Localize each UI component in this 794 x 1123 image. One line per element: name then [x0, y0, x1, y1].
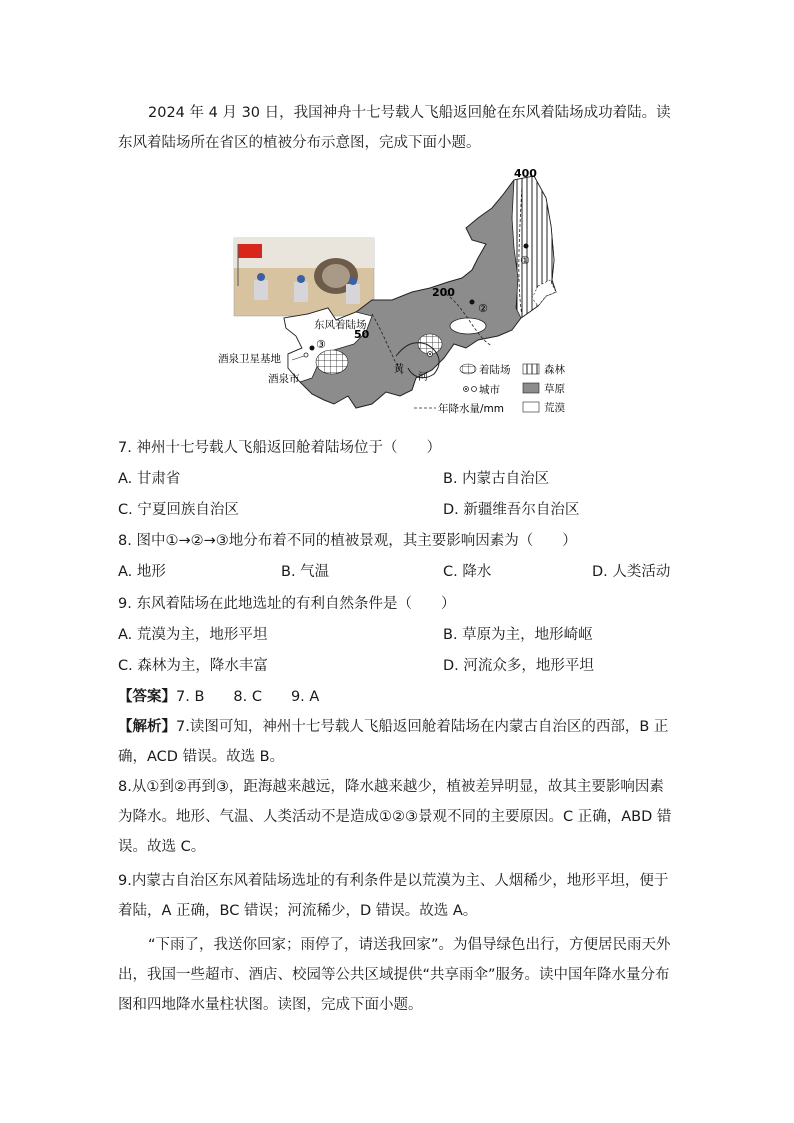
legend-city: 城市: [479, 384, 500, 396]
flag-icon: [238, 244, 262, 258]
legend-grass: 草原: [544, 383, 565, 395]
q7-option-d: D. 新疆维吾尔自治区: [443, 502, 580, 518]
q9-option-b: B. 草原为主，地形崎岖: [443, 627, 593, 643]
forest-legend-icon: [523, 364, 539, 374]
grass-legend-icon: [523, 383, 539, 393]
q9-option-c: C. 森林为主，降水丰富: [118, 658, 268, 674]
marker-2-dot: [470, 300, 475, 305]
intro-paragraph-2: “下雨了，我送你回家；雨停了，请送我回家”。为倡导绿色出行，方便居民雨天外出，我国一些超市、酒店、校园等公共区域提供“共享雨伞”服务。读中国年降水量分布图和四地降水量柱状图。读图，完成下面小题。: [118, 937, 671, 1013]
answer-text: 7. B 8. C 9. A: [176, 689, 320, 705]
marker-2-label: ②: [478, 302, 488, 315]
jiuquan-city-label: 酒泉市: [268, 373, 300, 385]
legend-landing: 着陆场: [479, 364, 511, 376]
isoline-label-200: 200: [432, 286, 455, 299]
q7-option-a: A. 甘肃省: [118, 471, 181, 487]
vegetation-map: [216, 168, 596, 420]
marker-1-dot: [524, 244, 529, 249]
legend-precip: 年降水量/mm: [438, 403, 504, 415]
river-label-huang: 黄: [394, 364, 404, 375]
analysis-7-text: 7.读图可知，神州十七号载人飞船返回舱着陆场在内蒙古自治区的西部，B 正确，ACD 错误。故选 B。: [118, 719, 669, 765]
analysis-8: 8.从①到②再到③，距海越来越远，降水越来越少，植被差异明显，故其主要影响因素为降水。地形、气温、人类活动不是造成①②③景观不同的主要原因。C 正确，ABD 错误。故选 C。: [118, 779, 672, 855]
q7-option-c: C. 宁夏回族自治区: [118, 502, 239, 518]
q8-stem: 8. 图中①→②→③地分布着不同的植被景观，其主要影响因素为（ ）: [118, 533, 577, 549]
landing-legend-icon: [460, 364, 476, 374]
answer-tag: 【答案】: [118, 689, 176, 705]
vegetation-map-figure: [216, 168, 596, 420]
intro-paragraph: 2024 年 4 月 30 日，我国神舟十七号载人飞船返回舱在东风着陆场成功着陆。读东风着陆场所在省区的植被分布示意图，完成下面小题。: [118, 105, 671, 151]
q7-option-b: B. 内蒙古自治区: [443, 471, 550, 487]
capsule-photo: [234, 238, 374, 316]
desert-legend-icon: [523, 402, 539, 412]
q8-option-a: A. 地形: [118, 564, 166, 580]
analysis-7: [118, 712, 678, 772]
isoline-label-50: 50: [354, 328, 370, 341]
analysis-9: 9.内蒙古自治区东风着陆场选址的有利条件是以荒漠为主、人烟稀少，地形平坦，便于着陆，A 正确，BC 错误；河流稀少，D 错误。故选 A。: [118, 873, 669, 919]
marker-3-dot: [310, 346, 315, 351]
q9-stem: 9. 东风着陆场在此地选址的有利自然条件是（ ）: [118, 596, 456, 612]
isoline-label-400: 400: [514, 168, 537, 180]
q7-stem: 7. 神州十七号载人飞船返回舱着陆场位于（ ）: [118, 440, 441, 456]
jiuquan-city-icon: [304, 353, 308, 357]
q8-option-d: D. 人类活动: [592, 564, 671, 580]
q8-option-c: C. 降水: [443, 564, 492, 580]
jiuquan-base-label: 酒泉卫星基地: [218, 353, 281, 365]
legend-forest: 森林: [544, 364, 565, 376]
q9-option-d: D. 河流众多，地形平坦: [443, 658, 594, 674]
legend-desert: 荒漠: [544, 402, 565, 414]
answer-line: [118, 685, 319, 706]
city-legend-icon: [472, 387, 477, 392]
q8-option-b: B. 气温: [281, 564, 330, 580]
q9-option-a: A. 荒漠为主，地形平坦: [118, 627, 268, 643]
marker-1-label: ①: [520, 254, 530, 267]
river-label-he: 河: [418, 372, 428, 383]
marker-3-label: ③: [316, 338, 326, 351]
dongfeng-label: 东风着陆场: [314, 319, 367, 331]
analysis-tag: 【解析】: [118, 719, 176, 735]
